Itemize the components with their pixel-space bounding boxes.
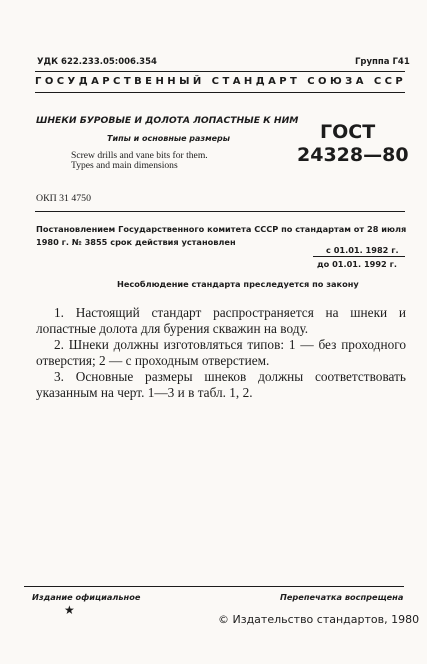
title-en-line2: Types and main dimensions	[71, 160, 178, 171]
group-code: Группа Г41	[355, 57, 410, 67]
gost-label: ГОСТ	[320, 121, 376, 143]
decree-from: с 01.01. 1982 г.	[326, 245, 399, 255]
top-rule	[35, 71, 405, 72]
body-text	[36, 305, 406, 401]
decree-line2: 1980 г. № 3855 срок действия установлен	[36, 237, 236, 247]
gost-number: 24328—80	[297, 144, 409, 166]
footer-rule	[24, 586, 404, 587]
okp-rule	[35, 211, 405, 212]
udk-code: УДК 622.233.05:006.354	[37, 57, 157, 67]
okp-code: ОКП 31 4750	[36, 193, 91, 204]
title-en-line1: Screw drills and vane bits for them.	[71, 150, 208, 161]
official-edition: Издание официальное	[32, 592, 141, 602]
subtitle-ru: Типы и основные размеры	[107, 134, 230, 143]
decree-from-rule	[313, 256, 405, 257]
law-warning: Несоблюдение стандарта преследуется по закону	[117, 279, 359, 289]
decree-to: до 01.01. 1992 г.	[317, 259, 397, 269]
star-icon: ★	[64, 603, 75, 617]
paragraph-1: 1. Настоящий стандарт распространяется на шнеки и лопастные долота для бурения скважин на воду.	[36, 305, 406, 336]
banner-rule	[35, 92, 405, 93]
paragraph-3: 3. Основные размеры шнеков должны соответствовать указанным на черт. 1—3 и в табл. 1, 2.	[36, 369, 406, 400]
publisher-credit: © Издательство стандартов, 1980	[218, 613, 420, 626]
decree-line1: Постановлением Государственного комитета СССР по стандартам от 28 июля	[36, 224, 407, 234]
paragraph-2: 2. Шнеки должны изготовляться типов: 1 — без проходного отверстия; 2 — с проходным отверстием.	[36, 337, 406, 368]
reprint-notice: Перепечатка воспрещена	[280, 592, 404, 602]
standard-banner: ГОСУДАРСТВЕННЫЙ СТАНДАРТ СОЮЗА ССР	[35, 76, 407, 87]
title-ru: ШНЕКИ БУРОВЫЕ И ДОЛОТА ЛОПАСТНЫЕ К НИМ	[36, 115, 299, 126]
